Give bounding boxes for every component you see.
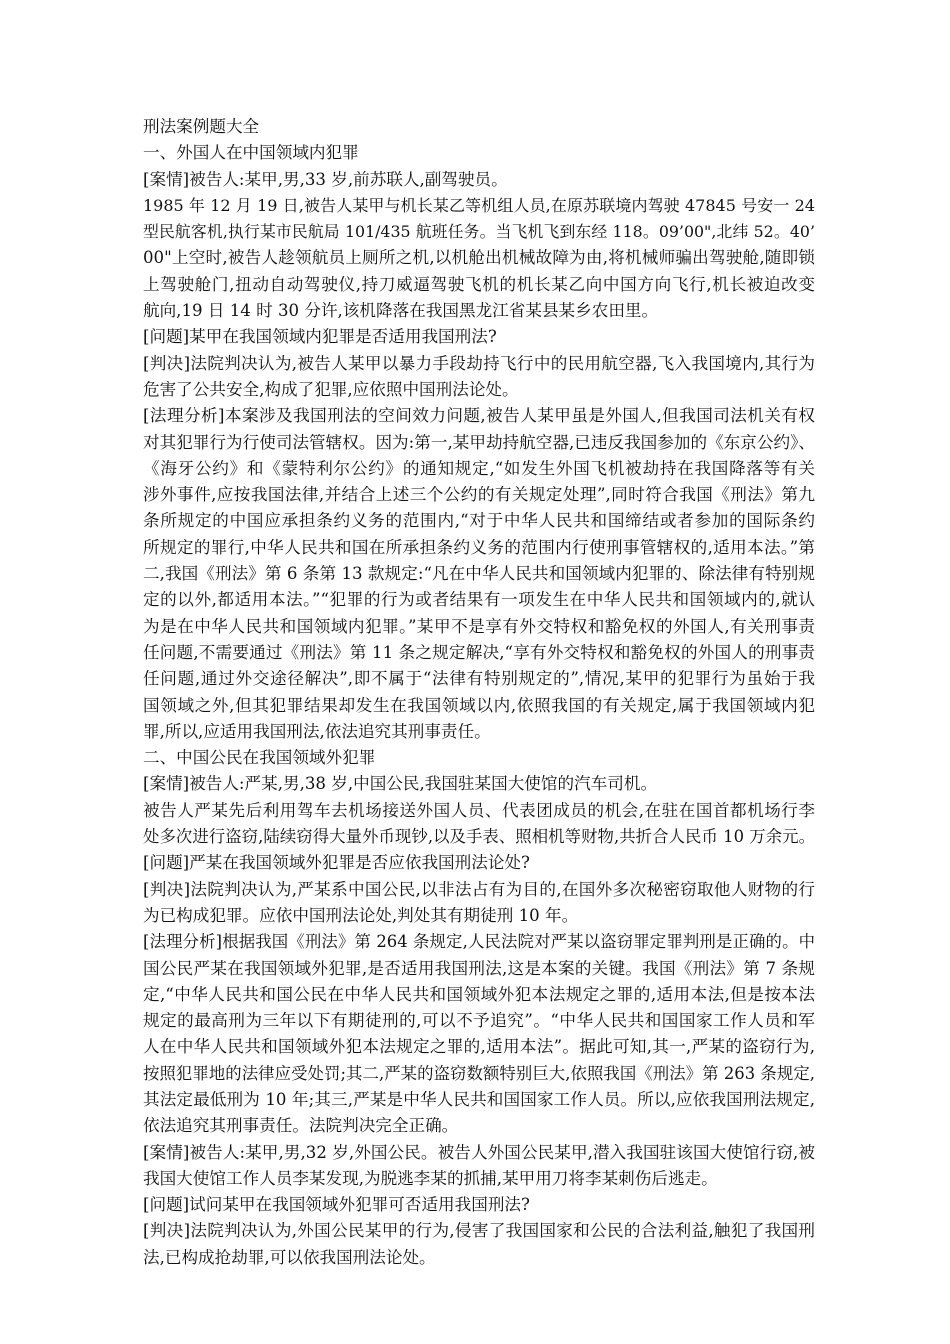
text-line: 《海牙公约》和《蒙特利尔公约》的通知规定,“如发生外国飞机被劫持在我国降落等有关 [143, 458, 815, 478]
text-line: [问题]严某在我国领域外犯罪是否应依我国刑法论处? [143, 853, 530, 873]
text-line: 我国大使馆工作人员李某发现,为脱逃李某的抓捕,某甲用刀将李某刺伤后逃走。 [143, 1168, 718, 1188]
text-line: 法,已构成抢劫罪,可以依我国刑法论处。 [143, 1247, 436, 1267]
text-line: 处多次进行盗窃,陆续窃得大量外币现钞,以及手表、照相机等财物,共折合人民币 10 万余元。 [143, 827, 815, 847]
text-line: 型民航客机,执行某市民航局 101/435 航班任务。当飞机飞到东经 118。09’00",北纬 52。40’ [143, 222, 815, 242]
text-line: [案情]被告人:严某,男,38 岁,中国公民,我国驻某国大使馆的汽车司机。 [143, 774, 658, 794]
text-line: 二、中国公民在我国领域外犯罪 [143, 748, 376, 768]
text-line: 1985 年 12 月 19 日,被告人某甲与机长某乙等机组人员,在原苏联境内驾驶 47845 号安一 24 [143, 195, 815, 215]
text-line: 定,“中华人民共和国公民在中华人民共和国领域外犯本法规定之罪的,适用本法,但是按本法 [143, 984, 815, 1004]
text-line: 任问题,通过外交途径解决”,即不属于“法律有特别规定的”,情况,某甲的犯罪行为虽始于我 [143, 669, 815, 689]
text-line: [法理分析]根据我国《刑法》第 264 条规定,人民法院对严某以盗窃罪定罪判刑是正确的。中 [143, 932, 815, 952]
text-line: 任问题,不需要通过《刑法》第 11 条之规定解决,“享有外交特权和豁免权的外国人的刑事责 [143, 642, 815, 662]
document-page [143, 114, 815, 1271]
text-line: [问题]某甲在我国领域内犯罪是否适用我国刑法? [143, 327, 497, 347]
text-line: 规定的最高刑为三年以下有期徒刑的,可以不予追究”。“中华人民共和国国家工作人员和军 [143, 1011, 815, 1031]
text-line: 危害了公共安全,构成了犯罪,应依照中国刑法论处。 [143, 379, 519, 399]
text-line: 国领域之外,但其犯罪结果却发生在我国领域以内,依照我国的有关规定,属于我国领域内犯 [143, 695, 815, 715]
text-line: 二,我国《刑法》第 6 条第 13 款规定:“凡在中华人民共和国领域内犯罪的、除法律有特别规 [143, 564, 815, 584]
text-line: 依法追究其刑事责任。法院判决完全正确。 [143, 1116, 459, 1136]
text-line: 为是在中华人民共和国领域内犯罪。”某甲不是享有外交特权和豁免权的外国人,有关刑事责 [143, 616, 815, 636]
text-line: 上驾驶舱门,扭动自动驾驶仪,持刀威逼驾驶飞机的机长某乙向中国方向飞行,机长被迫改变 [143, 274, 815, 294]
text-line: 对其犯罪行为行使司法管辖权。因为:第一,某甲劫持航空器,已违反我国参加的《东京公约》、 [143, 432, 815, 452]
text-line: [判决]法院判决认为,严某系中国公民,以非法占有为目的,在国外多次秘密窃取他人财物的行 [143, 879, 815, 899]
text-line: [判决]法院判决认为,外国公民某甲的行为,侵害了我国国家和公民的合法利益,触犯了我国刑 [143, 1221, 815, 1241]
text-line: [案情]被告人:某甲,男,33 岁,前苏联人,副驾驶员。 [143, 169, 508, 189]
text-line: 罪,所以,应适用我国刑法,依法追究其刑事责任。 [143, 721, 491, 741]
text-line: 00"上空时,被告人趁领航员上厕所之机,以机舱出机械故障为由,将机械师骗出驾驶舱,随即锁 [143, 248, 815, 268]
text-line: 国公民严某在我国领域外犯罪,是否适用我国刑法,这是本案的关键。我国《刑法》第 7 条规 [143, 958, 815, 978]
text-line: 定的以外,都适用本法。”“犯罪的行为或者结果有一项发生在中华人民共和国领域内的,就认 [143, 590, 815, 610]
text-line: 涉外事件,应按我国法律,并结合上述三个公约的有关规定处理”,同时符合我国《刑法》第九 [143, 485, 815, 505]
text-line: 一、外国人在中国领域内犯罪 [143, 143, 359, 163]
text-line: [判决]法院判决认为,被告人某甲以暴力手段劫持飞行中的民用航空器,飞入我国境内,其行为 [143, 353, 815, 373]
text-line: 条所规定的中国应承担条约义务的范围内,“对于中华人民共和国缔结或者参加的国际条约 [143, 511, 815, 531]
text-line: 按照犯罪地的法律应受处罚;其二,严某的盗窃数额特别巨大,依照我国《刑法》第 263 条规定, [143, 1063, 815, 1083]
text-line: 所规定的罪行,中华人民共和国在所承担条约义务的范围内行使刑事管辖权的,适用本法。”第 [143, 537, 815, 557]
text-line: 刑法案例题大全 [143, 117, 260, 136]
text-line: 其法定最低刑为 10 年;其三,严某是中华人民共和国国家工作人员。所以,应依我国刑法规定, [143, 1089, 815, 1109]
text-line: 人在中华人民共和国领域外犯本法规定之罪的,适用本法”。据此可知,其一,严某的盗窃行为, [143, 1037, 815, 1057]
text-line: 航向,19 日 14 时 30 分许,该机降落在我国黑龙江省某县某乡农田里。 [143, 301, 659, 321]
text-line: [案情]被告人:某甲,男,32 岁,外国公民。被告人外国公民某甲,潜入我国驻该国大使馆行窃,被 [143, 1142, 815, 1162]
text-line: [问题]试问某甲在我国领域外犯罪可否适用我国刑法? [143, 1195, 530, 1215]
text-line: [法理分析]本案涉及我国刑法的空间效力问题,被告人某甲虽是外国人,但我国司法机关有权 [143, 406, 815, 426]
text-line: 为已构成犯罪。应依中国刑法论处,判处其有期徒刑 10 年。 [143, 905, 579, 925]
text-line: 被告人严某先后利用驾车去机场接送外国人员、代表团成员的机会,在驻在国首都机场行李 [143, 800, 815, 820]
